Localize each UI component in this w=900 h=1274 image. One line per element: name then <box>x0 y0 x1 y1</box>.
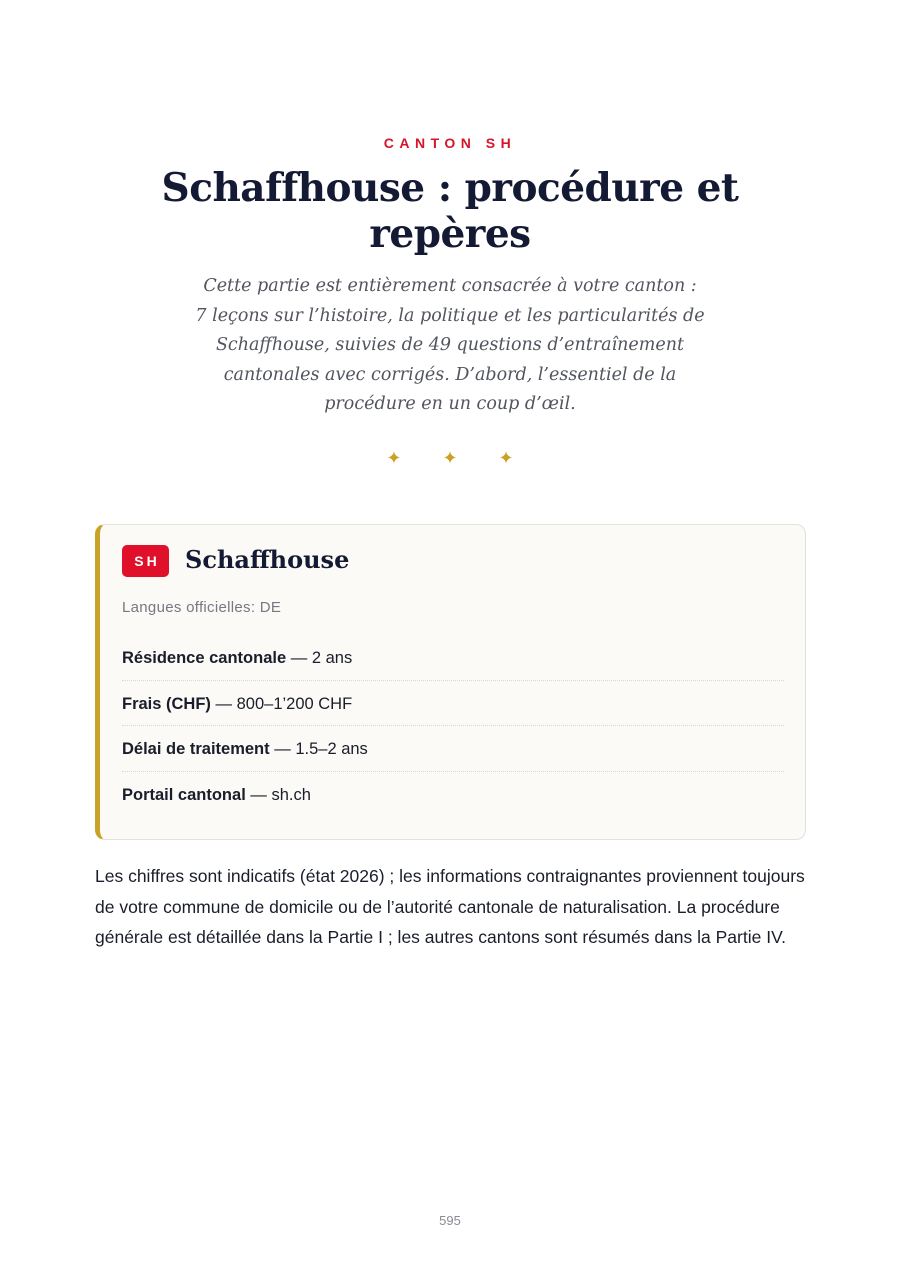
canton-info-card <box>95 524 806 840</box>
fact-label: Frais (CHF) <box>122 694 211 713</box>
page-title: Schaffhouse : procédure et repères <box>161 165 739 257</box>
fact-separator: — <box>290 649 312 667</box>
disclaimer-note: Les chiffres sont indicatifs (état 2026) ; les informations contraignantes proviennent toujours de votre commune de domicile ou de l’autorité cantonale de naturalisation. La procédure générale est détaillée dans la Partie I ; les autres cantons sont résumés dans la Partie IV. <box>95 866 805 947</box>
fact-label: Portail cantonal <box>122 785 246 804</box>
fact-separator: — <box>215 694 237 713</box>
fact-portal <box>122 772 784 818</box>
fact-value: sh.ch <box>271 785 311 804</box>
star-ornament-icon: ✦ ✦ ✦ <box>386 448 532 468</box>
fact-residence <box>122 635 784 681</box>
official-languages: Langues officielles: DE <box>122 599 282 616</box>
fact-value: 2 ans <box>311 649 353 667</box>
intro-paragraph: Cette partie est entièrement consacrée à votre canton : 7 leçons sur l’histoire, la politique et les particularités de Schaffhouse, suivies de 49 questions d’entraînement cantonales avec corrigés. D’abord, l’essentiel de la procédure en un coup d’œil. <box>195 276 705 414</box>
fact-label: Délai de traitement <box>122 740 270 758</box>
canton-eyebrow: CANTON SH <box>383 135 517 151</box>
page-number: 595 <box>439 1213 461 1228</box>
fact-value: 800–1’200 CHF <box>236 694 353 713</box>
facts-list <box>122 635 784 817</box>
fact-separator: — <box>274 740 296 758</box>
fact-label: Résidence cantonale <box>122 649 287 667</box>
fact-separator: — <box>250 785 272 804</box>
fact-fees <box>122 681 784 727</box>
canton-name: Schaffhouse <box>185 545 350 574</box>
fact-processing-time <box>122 726 784 772</box>
canton-badge: SH <box>122 545 169 577</box>
fact-value: 1.5–2 ans <box>295 740 368 758</box>
